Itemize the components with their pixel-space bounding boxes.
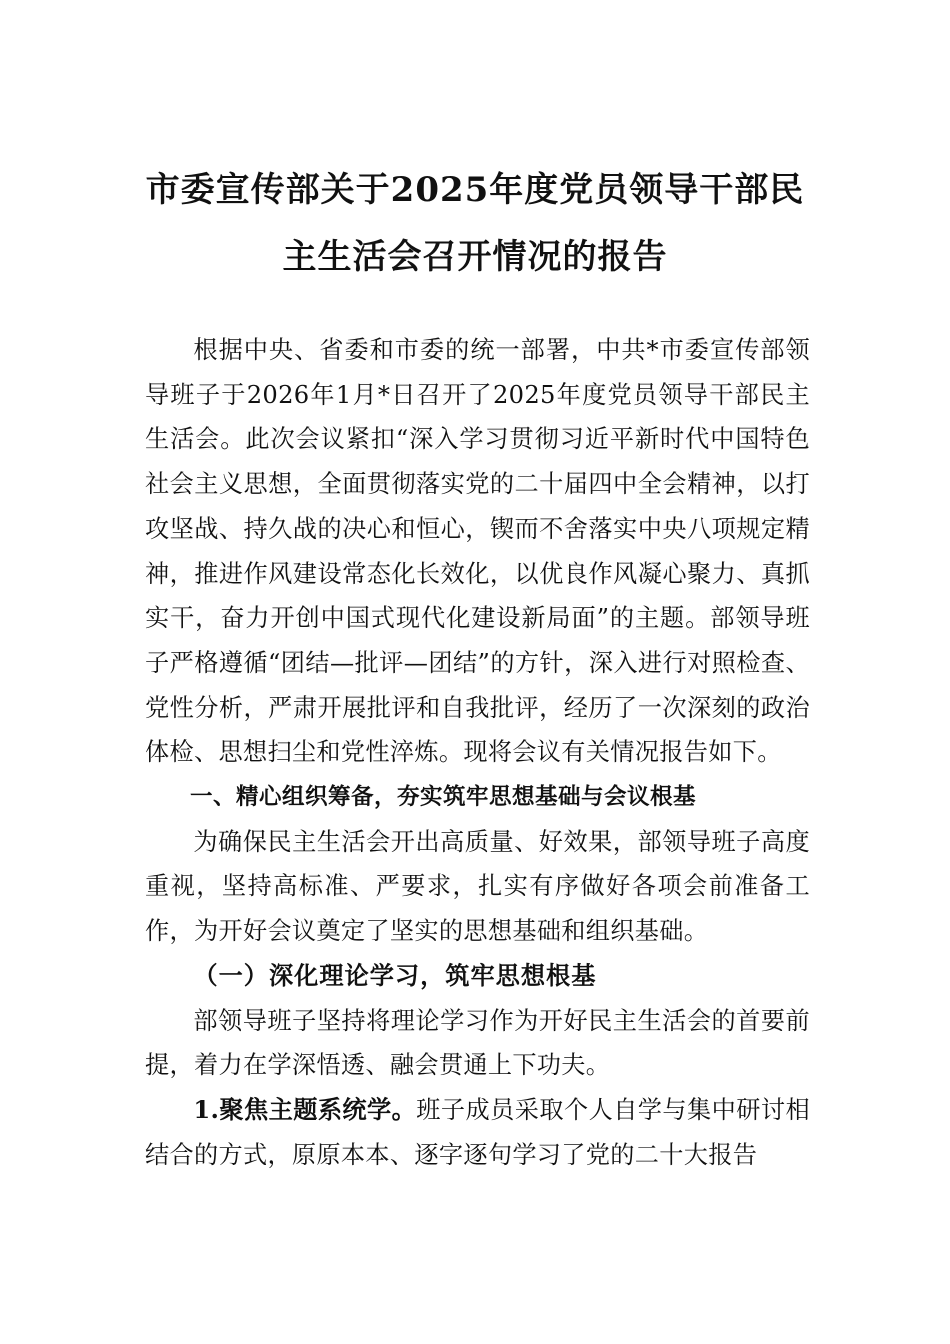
intro-paragraph: 根据中央、省委和市委的统一部署，中共*市委宣传部领导班子于2026年1月*日召开了2025年度党员领导干部民主生活会。此次会议紧扣“深入学习贯彻习近平新时代中国特色社会主义思想，全面贯彻落实党的二十届四中全会精神，以打攻坚战、持久战的决心和恒心，锲而不舍落实中央八项规定精神，推进作风建设常态化长效化，以优良作风凝心聚力、真抓实干，奋力开创中国式现代化建设新局面”的主题。部领导班子严格遵循“团结—批评—团结”的方针，深入进行对照检查、党性分析，严肃开展批评和自我批评，经历了一次深刻的政治体检、思想扫尘和党性淬炼。现将会议有关情况报告如下。 xyxy=(145,336,810,767)
document-title-line-1: 市委宣传部关于2025年度党员领导干部民 xyxy=(145,170,805,210)
subsection-1-paragraph: 部领导班子坚持将理论学习作为开好民主生活会的首要前提，着力在学深悟透、融会贯通上下功夫。 xyxy=(145,1006,810,1080)
item-1-lead: 1.聚焦主题系统学。 xyxy=(193,1094,417,1124)
item-1-text: 班子成员采取个人自学与集中研讨相结合的方式，原原本本、逐字逐句学习了党的二十大报告 xyxy=(145,1095,810,1169)
section-1-heading: 一、精心组织筹备，夯实筑牢思想基础与会议根基 xyxy=(190,784,697,811)
item-1-paragraph xyxy=(145,1088,810,1177)
document-title-line-2: 主生活会召开情况的报告 xyxy=(282,237,668,277)
subsection-1-heading: （一）深化理论学习，筑牢思想根基 xyxy=(193,960,597,990)
document-body xyxy=(145,328,810,1177)
section-1-paragraph: 为确保民主生活会开出高质量、好效果，部领导班子高度重视，坚持高标准、严要求，扎实有序做好各项会前准备工作，为开好会议奠定了坚实的思想基础和组织基础。 xyxy=(145,827,810,946)
